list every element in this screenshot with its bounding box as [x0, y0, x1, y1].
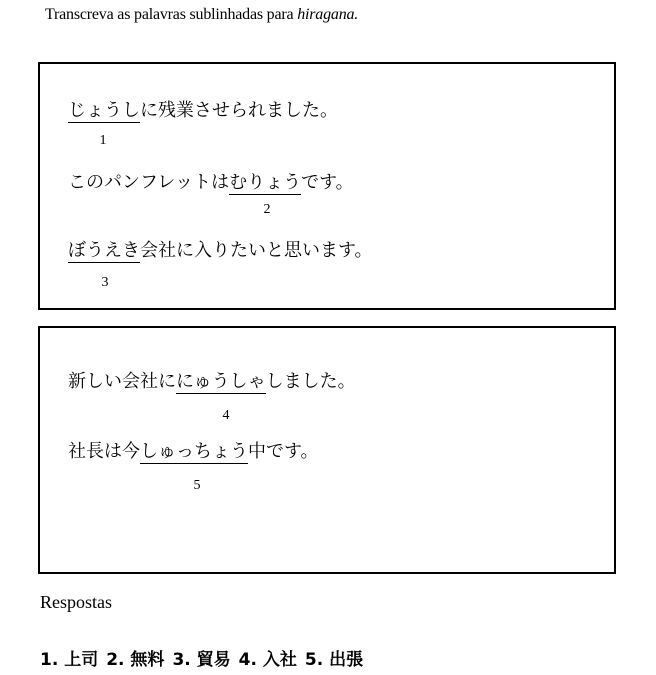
- sentence-4: [68, 371, 356, 394]
- answer-1: 1. 上司: [40, 650, 99, 670]
- sentence-3-underlined: ぼうえき: [68, 240, 140, 261]
- answer-2: 2. 無料: [106, 650, 165, 670]
- sentence-2: [68, 172, 354, 195]
- sentence-3: [68, 240, 373, 263]
- sentence-4-post: しました。: [265, 371, 356, 392]
- sentence-4-underlined: にゅうしゃ: [176, 371, 266, 392]
- answers-list: [40, 645, 371, 670]
- number-5: 5: [193, 478, 201, 493]
- number-3: 3: [101, 275, 109, 290]
- sentence-5-underlined: しゅっちょう: [140, 441, 248, 462]
- answer-4: 4. 入社: [238, 650, 297, 670]
- sentence-2-post: です。: [301, 172, 354, 193]
- instruction-italic: hiragana.: [297, 6, 359, 23]
- sentence-1: [68, 100, 338, 123]
- sentence-1-post: に残業させられました。: [140, 100, 338, 121]
- answer-5: 5. 出張: [304, 650, 364, 670]
- sentence-3-post: 会社に入りたいと思います。: [140, 240, 373, 261]
- sentence-2-underlined: むりょう: [229, 172, 302, 193]
- number-4: 4: [222, 408, 230, 423]
- instruction-text: Transcreva as palavras sublinhadas para: [45, 6, 298, 23]
- instruction: [45, 6, 358, 24]
- answer-3: 3. 貿易: [172, 650, 231, 670]
- sentence-5-pre: 社長は今: [68, 441, 140, 462]
- sentence-5: [68, 441, 319, 464]
- sentence-5-post: 中です。: [248, 441, 319, 462]
- sentence-1-underlined: じょうし: [68, 100, 140, 121]
- number-2: 2: [263, 202, 271, 217]
- sentence-2-pre: このパンフレットは: [68, 172, 230, 193]
- number-1: 1: [99, 133, 107, 148]
- sentence-4-pre: 新しい会社に: [68, 371, 176, 392]
- answers-title: Respostas: [40, 592, 112, 612]
